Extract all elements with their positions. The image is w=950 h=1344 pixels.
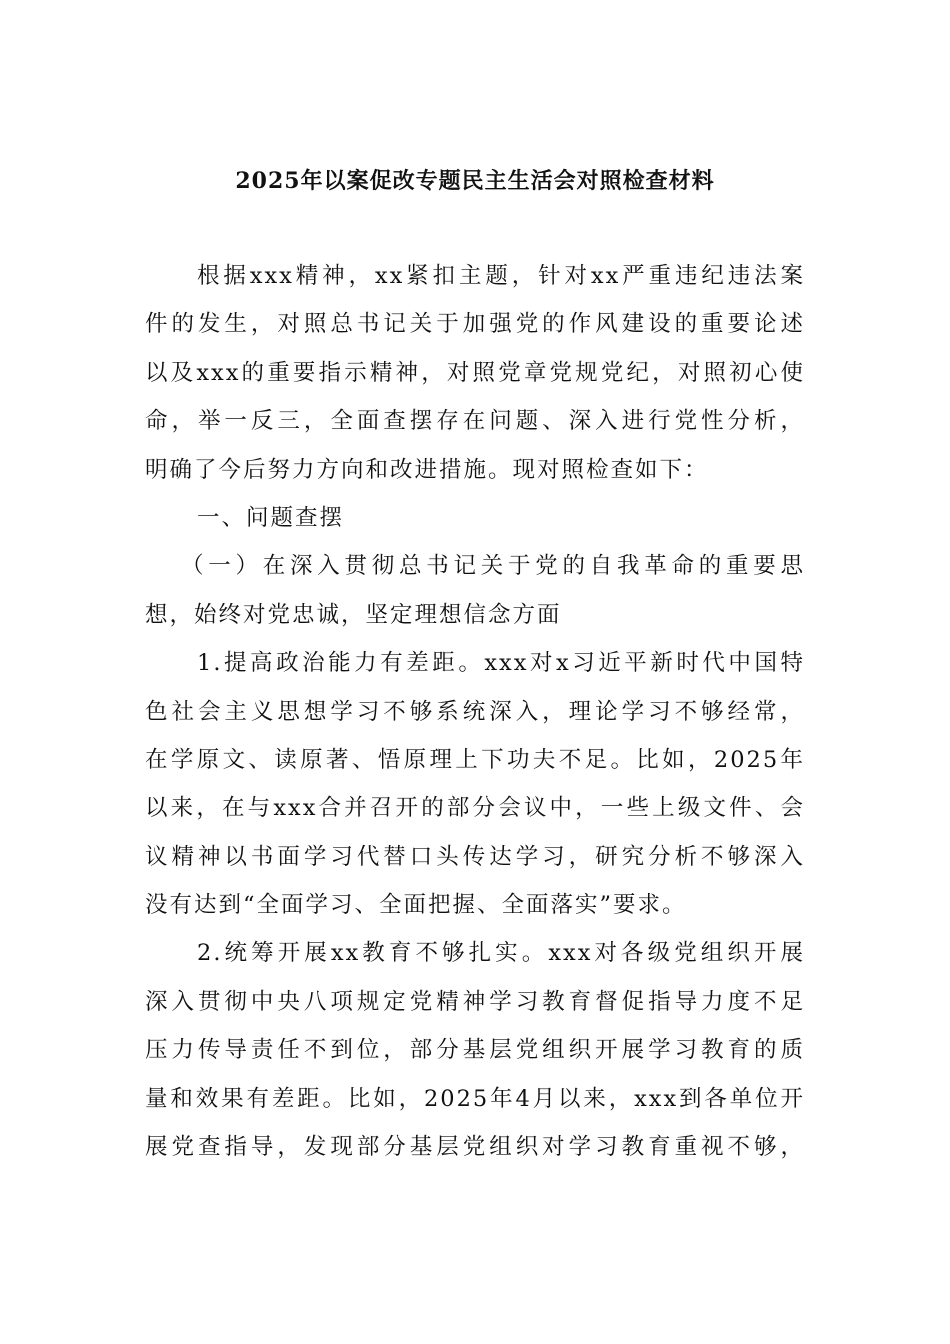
paragraph-line: 2.统筹开展xx教育不够扎实。xxx对各级党组织开展 bbox=[197, 940, 805, 967]
section-heading: 一、问题查摆 bbox=[197, 504, 345, 531]
paragraph-line: 深入贯彻中央八项规定党精神学习教育督促指导力度不足 bbox=[145, 988, 805, 1015]
paragraph-line: 明确了今后努力方向和改进措施。现对照检查如下： bbox=[145, 456, 709, 483]
paragraph-line: 展党查指导，发现部分基层党组织对学习教育重视不够， bbox=[145, 1134, 805, 1161]
paragraph-line: 在学原文、读原著、悟原理上下功夫不足。比如，2025年 bbox=[145, 746, 805, 773]
paragraph-line: 量和效果有差距。比如，2025年4月以来，xxx到各单位开 bbox=[145, 1085, 805, 1112]
document-body bbox=[145, 252, 805, 1171]
paragraph-line: 色社会主义思想学习不够系统深入，理论学习不够经常， bbox=[145, 698, 805, 725]
paragraph-line: 没有达到“全面学习、全面把握、全面落实”要求。 bbox=[145, 892, 687, 919]
paragraph-line: 命，举一反三，全面查摆存在问题、深入进行党性分析， bbox=[145, 408, 805, 435]
subsection-heading-line: 想，始终对党忠诚，坚定理想信念方面 bbox=[145, 601, 562, 628]
subsection-heading-line: （一）在深入贯彻总书记关于党的自我革命的重要思 bbox=[181, 553, 805, 580]
paragraph-line: 议精神以书面学习代替口头传达学习，研究分析不够深入 bbox=[145, 843, 805, 870]
paragraph-line: 以及xxx的重要指示精神，对照党章党规党纪，对照初心使 bbox=[145, 359, 805, 386]
paragraph-line: 1.提高政治能力有差距。xxx对x习近平新时代中国特 bbox=[197, 650, 805, 677]
paragraph-line: 根据xxx精神，xx紧扣主题，针对xx严重违纪违法案 bbox=[197, 263, 805, 289]
document-title: 2025年以案促改专题民主生活会对照检查材料 bbox=[235, 168, 715, 194]
paragraph-line: 以来，在与xxx合并召开的部分会议中，一些上级文件、会 bbox=[145, 795, 805, 822]
paragraph-line: 件的发生，对照总书记关于加强党的作风建设的重要论述 bbox=[145, 311, 805, 338]
paragraph-line: 压力传导责任不到位，部分基层党组织开展学习教育的质 bbox=[145, 1037, 805, 1064]
